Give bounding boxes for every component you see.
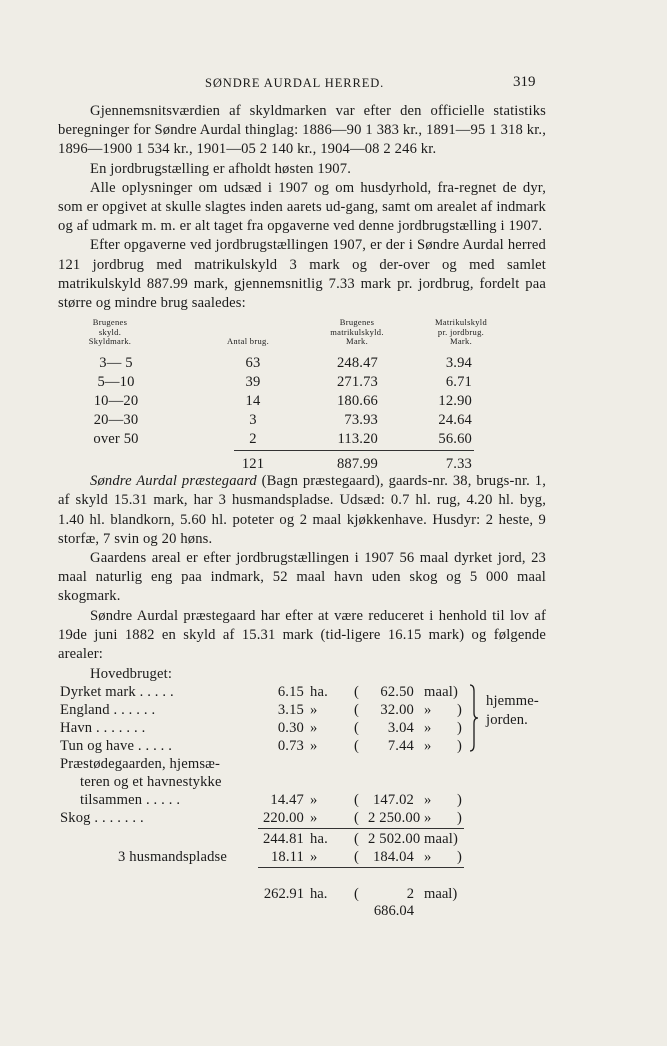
table-row: over 50 2 113.20 56.60 xyxy=(93,431,472,448)
paragraph-opgaverne: Efter opgaverne ved jordbrugstællingen 1907, er der i Søndre Aurdal herred 121 jordbrug med matrikulskyld 3 mark og der-over og med samlet matrikulskyld 887.99 mark, gjennemsnitlig 7.33 mark pr. jordbrug, fordelt paa større og mindre brug saaledes: xyxy=(58,237,546,312)
area-heading-row xyxy=(58,665,546,683)
page-number: 319 xyxy=(513,74,536,90)
table-header-antal: Antal brug. xyxy=(226,336,269,347)
table-row: Dyrket mark . . . . . 6.15 ha. ( 62.50 maal) xyxy=(60,684,458,701)
total-rule xyxy=(258,867,464,868)
subtotal-rule xyxy=(258,828,464,829)
table-row: Tun og have . . . . . 0.73 » ( 7.44 » ) xyxy=(60,738,463,755)
table-total-rule xyxy=(234,450,474,451)
area-total-row: 262.91 ha. ( 2 686.04 maal) xyxy=(263,886,458,919)
praest-label-line: teren og et havnestykke xyxy=(80,774,222,791)
paragraph-reduceret: Søndre Aurdal præstegaard har efter at være reduceret i henhold til lov af 19de juni 1882 en skyld af 15.31 mark (tid-ligere 16.15 mark) og følgende arealer: xyxy=(58,607,546,663)
page-header xyxy=(0,74,667,94)
hovedbruget-heading: Hovedbruget: xyxy=(90,666,173,683)
table-header-matrikulskyld: Brugenes matrikulskyld. Mark. xyxy=(330,317,384,347)
paragraph-praestegaard: Søndre Aurdal præstegaard (Bagn præstegaard), gaards-nr. 38, brugs-nr. 1, af skyld 15.31 mark, har 3 husmandspladse. Udsæd: 0.7 hl. rug, 4.20 hl. byg, 1.40 hl. blandkorn, 5.60 hl. poteter og 2 maal kjøkkenhave. Husdyr: 2 heste, 9 storfæ, 7 svin og 20 høns. xyxy=(58,473,546,547)
table-row: tilsammen . . . . . 14.47 » ( 147.02 » ) xyxy=(80,792,463,809)
paragraph-areal: Gaardens areal er efter jordbrugstællingen i 1907 56 maal dyrket jord, 23 maal naturlig eng paa indmark, 52 maal havn uden skog og 5 000 maal skogmark. xyxy=(58,550,546,605)
table-row: 3 husmandspladse 18.11 » ( 184.04 » ) xyxy=(118,849,463,866)
paragraph-oplysninger: Alle oplysninger om udsæd i 1907 og om husdyrhold, fra-regnet de dyr, som er opgivet at skulle slagtes inden aarets ud-gang, samt om arealet af indmark og af udmark m. m. er alt taget fra opgaverne ved denne jordbrugstælling i 1907. xyxy=(58,179,546,235)
page-body xyxy=(58,102,546,875)
table-header-per-brug: Matrikulskyld pr. jordbrug. Mark. xyxy=(434,317,488,347)
subtotal-row: 244.81 ha. ( 2 502.00 maal) xyxy=(262,831,458,848)
area-table xyxy=(58,665,546,875)
table-row: 5—10 39 271.73 6.71 xyxy=(97,374,472,391)
paragraph-jordbrugstaelling: En jordbrugstælling er afholdt høsten 1907. xyxy=(90,160,351,177)
table-row: Havn . . . . . . . 0.30 » ( 3.04 » ) xyxy=(60,720,463,737)
table-row: 3— 5 63 248.47 3.94 xyxy=(99,355,472,372)
table-header-skyld: Brugenes skyld. Skyldmark. xyxy=(88,317,132,347)
table-row: 10—20 14 180.66 12.90 xyxy=(93,393,472,410)
paragraph-skyldmark: Gjennemsnitsværdien af skyldmarken var efter den officielle statistiks beregninger for Søndre Aurdal thinglag: 1886—90 1 383 kr., 1891—95 1 318 kr., 1896—1900 1 534 kr., 1901—05 2 140 kr., 1904—08 2 246 kr. xyxy=(58,103,546,158)
table-row: 20—30 3 73.93 24.64 xyxy=(93,412,472,429)
hjemmejorden-label: hjemme- jorden. xyxy=(486,693,539,728)
farm-name: Søndre Aurdal præstegaard xyxy=(90,473,257,490)
praest-label-line: Præstødegaarden, hjemsæ- xyxy=(60,756,221,773)
running-head: SØNDRE AURDAL HERRED. xyxy=(205,76,385,90)
curly-brace-icon xyxy=(468,683,480,753)
farm-size-table xyxy=(58,314,546,472)
table-row: England . . . . . . 3.15 » ( 32.00 » ) xyxy=(60,702,463,719)
table-total-row: 121 887.99 7.33 xyxy=(241,456,472,473)
table-row: Skog . . . . . . . 220.00 » ( 2 250.00 » ) xyxy=(60,810,463,827)
